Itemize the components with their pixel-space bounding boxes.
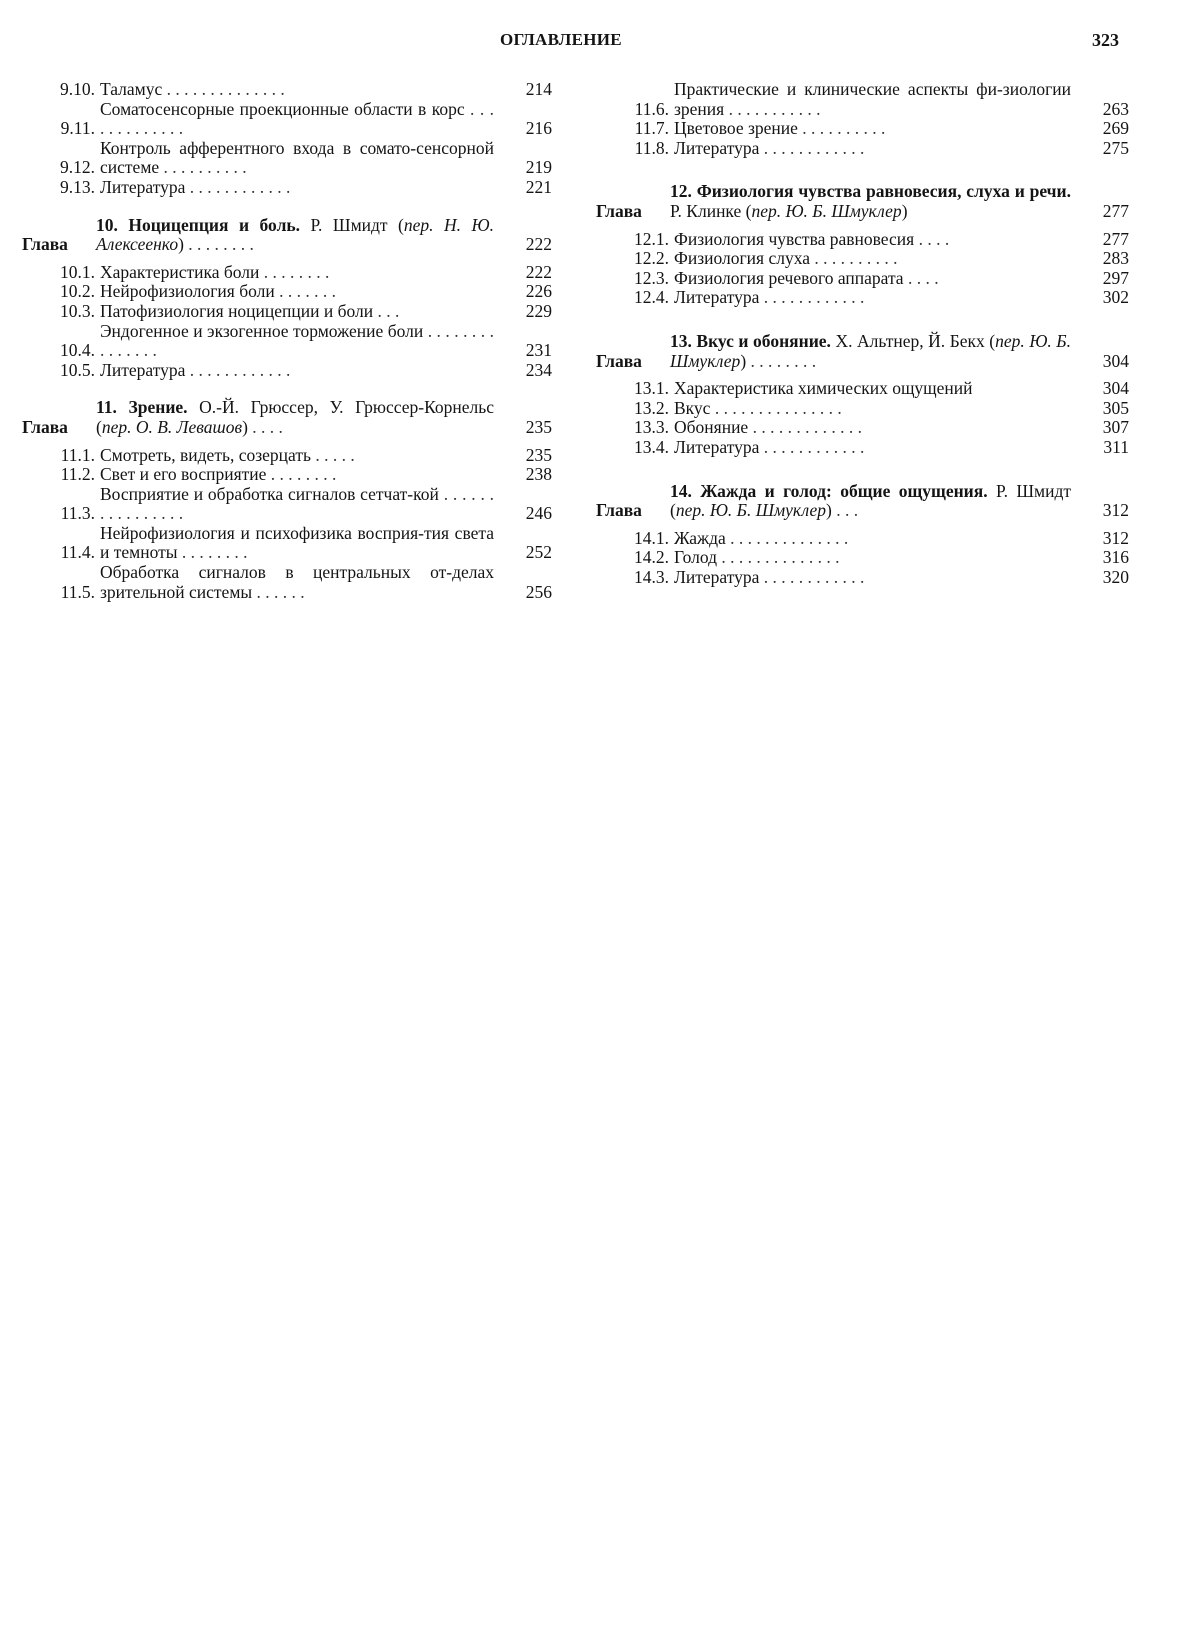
toc-entry-9-13 [22,178,552,198]
section-title: Обоняние [674,417,749,438]
chapter-title: 14. Жажда и голод: общие ощущения. [670,480,988,501]
section-number: 11.6. [634,98,669,119]
page-ref: 222 [525,234,552,255]
section-title: Патофизиология ноцицепции и боли [100,300,374,321]
dot-leader: . . . . . . . . . . . . [759,287,865,308]
section-title: Литература [674,566,760,587]
section-number: 10.2. [60,281,95,302]
section-number: 14.3. [634,566,669,587]
section-number: 9.12. [60,157,95,178]
toc-entry-14-3 [596,568,1129,588]
closing-paren: ) [901,200,908,221]
dot-leader: . . . . . . . . . . . . . [748,417,862,438]
chapter-label: Глава [22,416,68,437]
section-title: Свет и его восприятие [100,464,267,485]
section-title: Восприятие и обработка сигналов сетчат-кой [100,483,439,504]
page-ref: 214 [525,79,552,99]
dot-leader: . . . . . . . . . . . . . . . [710,397,842,418]
chapter-label: Глава [22,234,68,255]
section-title: Обработка сигналов в центральных от-делах зрительной системы [100,562,494,602]
page-ref: 235 [525,444,552,465]
section-title: Нейрофизиология и психофизика восприя-тия света и темноты [100,522,494,563]
section-number: 11.1. [60,444,95,465]
running-title: ОГЛАВЛЕНИЕ [500,30,622,49]
page-ref: 226 [525,281,552,302]
section-title: Жажда [674,527,726,548]
page-ref: 219 [525,157,552,178]
chapter-title: 12. Физиология чувства равновесия, слуха и речи. [670,181,1071,202]
section-title: Физиология слуха [674,248,810,269]
dot-leader: . . . . . . . . [183,234,254,255]
dot-leader: . . . . . . . . . . . [724,98,821,119]
chapter-translator: пер. Ю. Б. Шмуклер [675,500,827,521]
dot-leader: . . . . . . . . . . . . [185,359,291,380]
toc-entry-12-3 [596,269,1129,289]
dot-leader: . . . . . . . . [177,542,248,563]
dot-leader: . . . . . . . . [746,350,817,371]
chapter-14-heading [596,482,1129,521]
section-title: Литература [674,287,760,308]
dot-leader: . . . [831,500,859,521]
section-title: Голод [674,547,717,568]
toc-left-column [22,80,552,602]
chapter-translator: пер. О. В. Левашов [101,416,243,437]
page-ref: 234 [525,359,552,380]
toc-entry-14-2 [596,548,1129,568]
dot-leader: . . . . [903,267,939,288]
section-title: Таламус [100,79,163,99]
chapter-translator: пер. Ю. Б. Шмуклер [670,330,1071,371]
dot-leader: . . . . . . . . . . . . [185,176,291,197]
page-ref: 320 [1102,566,1129,587]
dot-leader: . . . . [247,416,283,437]
section-title: Литература [100,176,186,197]
toc-entry-10-1 [22,263,552,283]
toc-entry-14-1 [596,529,1129,549]
page-ref: 263 [1102,98,1129,119]
toc-entry-11-5 [22,563,552,602]
chapter-author: О.-Й. Грюссер, У. Грюссер-Корнельс ( [96,397,494,437]
closing-paren: ) [178,234,184,255]
page-ref: 277 [1102,228,1129,249]
section-number: 11.8. [634,137,669,158]
chapter-title: 13. Вкус и обоняние. [670,330,831,351]
dot-leader: . . . . . . . . [259,261,330,282]
section-number: 11.2. [60,464,95,485]
section-title: Литература [674,436,760,457]
dot-leader: . . . . . . . . . . . . . . [716,547,840,568]
dot-leader: . . . . . . . . . . . . [759,436,865,457]
dot-leader: . . . . . . . . . . [159,157,247,178]
page-header [0,30,1200,58]
page-ref: 235 [525,416,552,437]
page-ref: 246 [525,503,552,524]
section-title: Эндогенное и экзогенное торможение боли [100,320,424,341]
dot-leader: . . . . . . [252,581,305,602]
section-number: 11.4. [60,542,95,563]
chapter-label: Глава [596,500,642,521]
chapter-13-heading [596,332,1129,371]
section-title: Литература [100,359,186,380]
toc-entry-13-1 [596,379,1129,399]
toc-entry-11-1 [22,446,552,466]
toc-entry-12-1 [596,230,1129,250]
dot-leader: . . . . . . . . . . . . . . [725,527,849,548]
chapter-title: 11. Зрение. [96,397,188,418]
section-number: 13.2. [634,397,669,418]
section-number: 14.2. [634,547,669,568]
closing-paren: ) [242,416,248,437]
section-number: 11.3. [60,503,95,524]
dot-leader: . . . . . . . . . . . . [759,137,865,158]
section-title: Смотреть, видеть, созерцать [100,444,311,465]
chapter-translator: пер. Ю. Б. Шмуклер [751,200,902,221]
dot-leader: . . . . [914,228,950,249]
page-ref: 229 [525,300,552,321]
chapter-author: Р. Шмидт ( [670,480,1071,521]
chapter-author: Р. Клинке ( [670,200,752,221]
dot-leader: . . . . . . . [274,281,336,302]
chapter-title: 10. Ноцицепция и боль. [96,214,301,235]
page-ref: 304 [1102,378,1129,399]
toc-entry-11-3 [22,485,552,524]
section-number: 13.1. [634,378,669,399]
chapter-12-heading [596,182,1129,221]
page-ref: 305 [1102,397,1129,418]
toc-entry-13-3 [596,418,1129,438]
page-ref: 312 [1102,500,1129,521]
closing-paren: ) [740,350,747,371]
section-number: 12.3. [634,267,669,288]
toc-entry-12-4 [596,288,1129,308]
dot-leader: . . . . . . . . . . . . . . . [100,320,494,361]
section-number: 10.4. [60,340,95,361]
toc-entry-11-6 [596,80,1129,119]
page-ref: 269 [1102,118,1129,139]
page-ref: 311 [1103,436,1129,457]
section-number: 12.2. [634,248,669,269]
section-title: Физиология речевого аппарата [674,267,904,288]
section-title: Нейрофизиология боли [100,281,275,302]
page-ref: 316 [1102,547,1129,568]
page-ref: 297 [1102,267,1129,288]
dot-leader: . . . . . . . . . . [797,118,886,139]
section-number: 11.7. [634,118,669,139]
section-title: Соматосенсорные проекционные области в корс [100,98,465,119]
chapter-label: Глава [596,200,642,221]
section-number: 13.3. [634,417,669,438]
chapter-translator: пер. Н. Ю. Алексеенко [96,214,494,255]
section-number: 9.13. [60,176,95,197]
section-title: Физиология чувства равновесия [674,228,915,249]
chapter-10-heading [22,216,552,255]
page-ref: 312 [1102,527,1129,548]
section-number: 9.10. [60,79,95,99]
page-ref: 221 [525,176,552,197]
dot-leader: . . . . . . . . . . . . . [100,98,494,139]
chapter-11-heading [22,398,552,437]
toc-entry-12-2 [596,249,1129,269]
page-ref: 302 [1102,287,1129,308]
chapter-author: Р. Шмидт ( [300,214,404,235]
toc-entry-10-2 [22,282,552,302]
page-ref: 283 [1102,248,1129,269]
page-ref: 277 [1102,200,1129,221]
page-ref: 238 [525,464,552,485]
toc-entry-11-2 [22,465,552,485]
chapter-author: Х. Альтнер, Й. Бекх ( [830,330,996,351]
page-ref: 307 [1102,417,1129,438]
toc-entry-9-12 [22,139,552,178]
dot-leader: . . . . . . . . . . . . [759,566,865,587]
toc-entry-13-4 [596,438,1129,458]
section-number: 14.1. [634,527,669,548]
toc-entry-9-11 [22,100,552,139]
section-number: 12.4. [634,287,669,308]
toc-entry-11-8 [596,139,1129,159]
section-number: 10.5. [60,359,95,380]
toc-entry-10-5 [22,361,552,381]
section-title: Литература [674,137,760,158]
section-title: Контроль афферентного входа в сомато-сенсорной системе [100,137,494,178]
dot-leader: . . . . . . . . . . . . . . [162,79,285,99]
toc-entry-11-4 [22,524,552,563]
toc-entry-13-2 [596,399,1129,419]
page-ref: 252 [525,542,552,563]
section-title: Практические и клинические аспекты фи-зиологии зрения [674,79,1071,119]
section-number: 10.1. [60,261,95,282]
toc-right-column [596,80,1129,587]
toc-entry-10-3 [22,302,552,322]
section-number: 10.3. [60,300,95,321]
section-title: Цветовое зрение [674,118,798,139]
dot-leader: . . . . . . . . . . . . . . . . [100,483,495,524]
closing-paren: ) [826,500,832,521]
section-number: 12.1. [634,228,669,249]
page-ref: 256 [525,581,552,602]
section-number: 9.11. [60,118,95,139]
dot-leader: . . . . . . . . . . [809,248,898,269]
section-number: 11.5. [60,581,95,602]
section-title: Вкус [674,397,711,418]
section-title: Характеристика боли [100,261,260,282]
page-ref: 304 [1102,350,1129,371]
toc-entry-9-10 [22,80,552,100]
dot-leader: . . . . . [310,444,355,465]
page-ref: 222 [525,261,552,282]
section-title: Характеристика химических ощущений [674,378,973,399]
page-number: 323 [1092,30,1119,50]
dot-leader: . . . [373,300,400,321]
dot-leader: . . . . . . . . [266,464,337,485]
section-number: 13.4. [634,436,669,457]
page-ref: 275 [1102,137,1129,158]
chapter-label: Глава [596,350,642,371]
page-ref: 216 [525,118,552,139]
page-ref: 231 [525,340,552,361]
toc-entry-11-7 [596,119,1129,139]
toc-entry-10-4 [22,322,552,361]
